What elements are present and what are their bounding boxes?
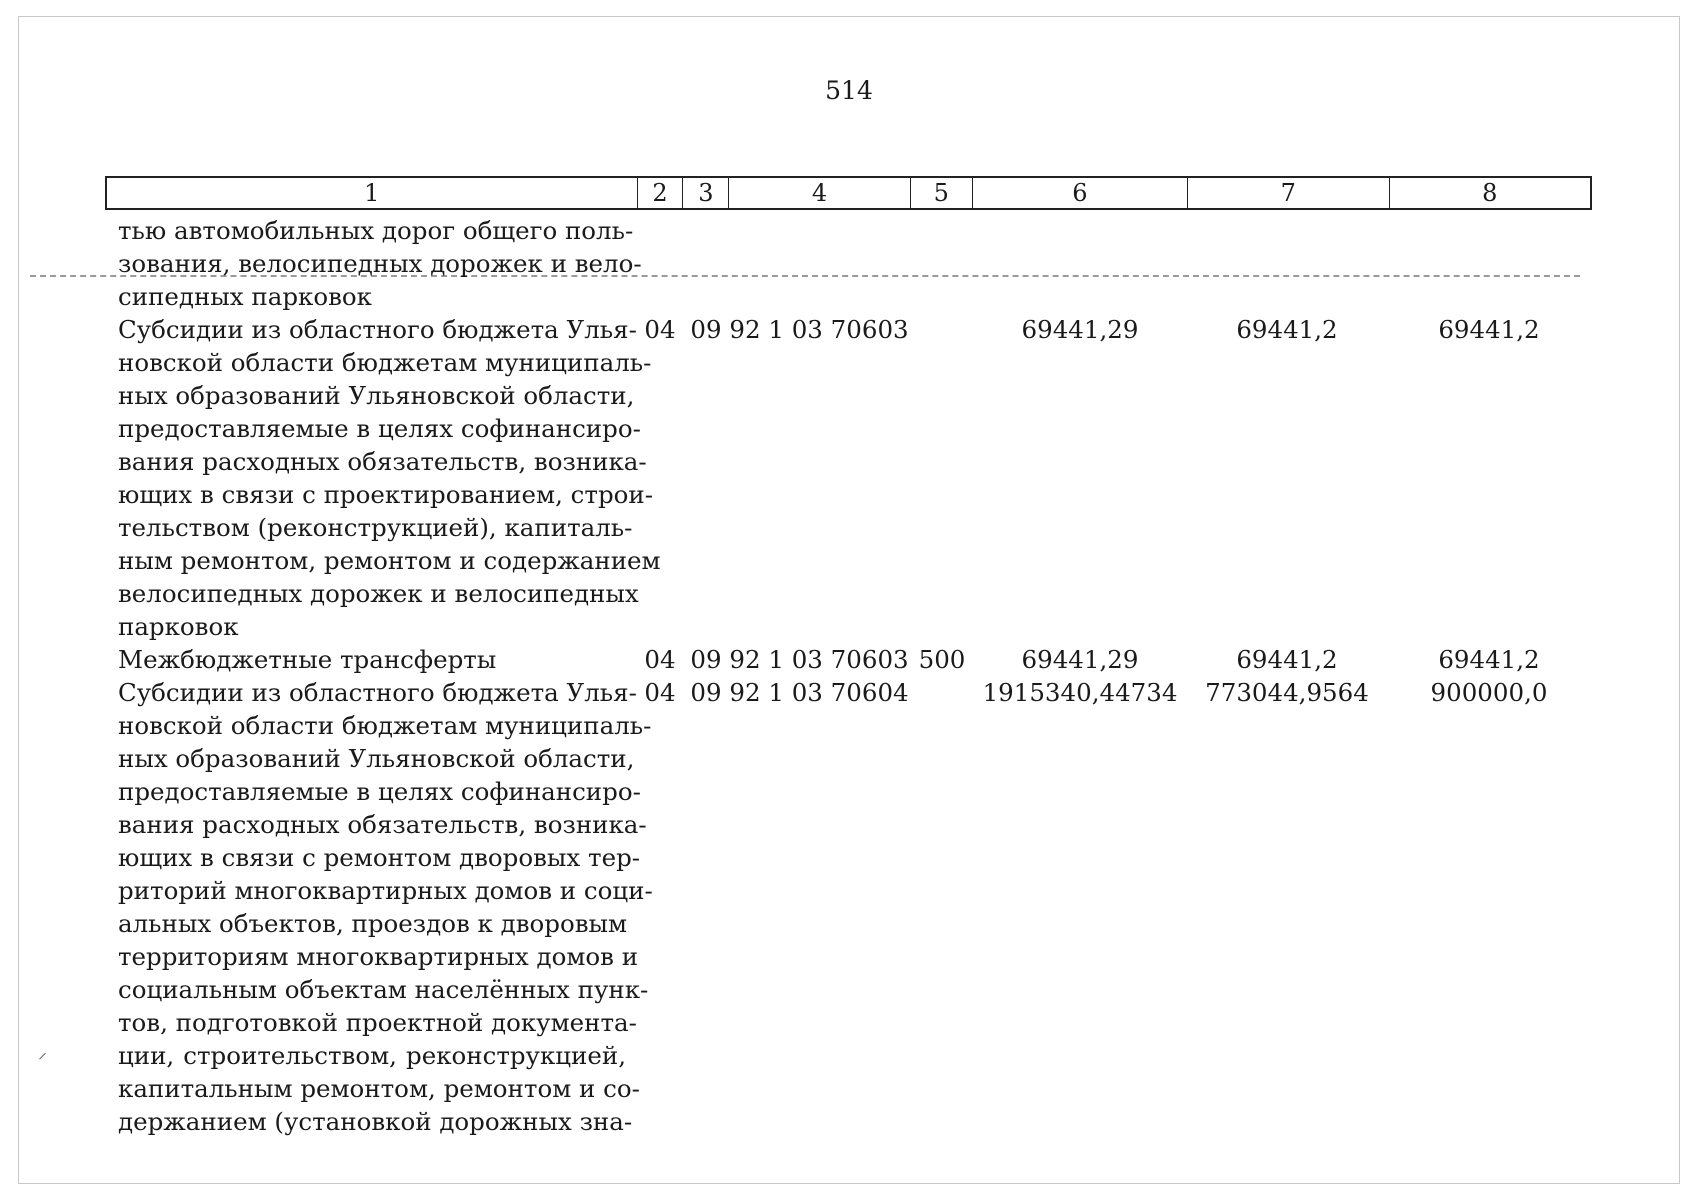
description-line: велосипедных дорожек и велосипедных <box>118 579 639 608</box>
cell-target-item: 92 1 03 70603 <box>729 315 909 344</box>
header-col-3: 3 <box>683 178 729 208</box>
description-line: предоставляемые в целях софинансиро- <box>118 777 641 806</box>
description-line: новской области бюджетам муниципаль- <box>118 711 652 740</box>
header-col-6: 6 <box>973 178 1188 208</box>
description-line: сипедных парковок <box>118 282 372 311</box>
cell-target-item: 92 1 03 70604 <box>729 678 909 707</box>
description-line: ции, строительством, реконструкцией, <box>118 1041 626 1070</box>
description-line: тельством (реконструкцией), капиталь- <box>118 513 633 542</box>
cell-subsection: 09 <box>690 645 722 674</box>
description-line: тью автомобильных дорог общего поль- <box>118 216 634 245</box>
cell-section: 04 <box>644 645 676 674</box>
description-line: ных образований Ульяновской области, <box>118 744 635 773</box>
row-description <box>118 676 653 1138</box>
description-line: ных образований Ульяновской области, <box>118 381 635 410</box>
description-line: держанием (установкой дорожных зна- <box>118 1107 633 1136</box>
header-col-7: 7 <box>1188 178 1389 208</box>
description-line: Субсидии из областного бюджета Улья- <box>118 678 637 707</box>
description-line: капитальным ремонтом, ремонтом и со- <box>118 1074 640 1103</box>
description-line: вания расходных обязательств, возника- <box>118 447 647 476</box>
row-description <box>118 214 642 313</box>
cell-subsection: 09 <box>690 678 722 707</box>
cell-expense-type: 500 <box>918 645 966 674</box>
cell-target-item: 92 1 03 70603 <box>729 645 909 674</box>
cell-section: 04 <box>644 678 676 707</box>
cell-amount-col8: 900000,0 <box>1430 678 1548 707</box>
row-description <box>118 643 626 676</box>
description-line: риторий многоквартирных домов и соци- <box>118 876 653 905</box>
description-line: парковок <box>118 612 239 641</box>
header-col-8: 8 <box>1482 179 1498 207</box>
header-col-1: 1 <box>107 178 638 208</box>
description-line: вания расходных обязательств, возника- <box>118 810 647 839</box>
cell-amount-col6: 69441,29 <box>1021 645 1139 674</box>
description-line: ющих в связи с ремонтом дворовых тер- <box>118 843 641 872</box>
cell-amount-col8: 69441,2 <box>1438 315 1540 344</box>
description-line: ющих в связи с проектированием, строи- <box>118 480 653 509</box>
description-line: зования, велосипедных дорожек и вело- <box>118 249 642 278</box>
cell-amount-col6: 69441,29 <box>1021 315 1139 344</box>
description-line: предоставляемые в целях софинансиро- <box>118 414 641 443</box>
description-line: социальным объектам населённых пунк- <box>118 975 649 1004</box>
description-line: тов, подготовкой проектной документа- <box>118 1008 637 1037</box>
header-col-4: 4 <box>729 178 911 208</box>
table-header <box>105 176 1592 210</box>
description-line: альных объектов, проездов к дворовым <box>118 909 628 938</box>
description-line: ным ремонтом, ремонтом и содержанием <box>118 546 661 575</box>
cell-amount-col8: 69441,2 <box>1438 645 1540 674</box>
cell-amount-col7: 69441,2 <box>1236 645 1338 674</box>
description-line: территориям многоквартирных домов и <box>118 942 639 971</box>
cell-amount-col7: 69441,2 <box>1236 315 1338 344</box>
description-line: Межбюджетные трансферты <box>118 645 497 674</box>
description-line: новской области бюджетам муниципаль- <box>118 348 652 377</box>
cell-section: 04 <box>644 315 676 344</box>
cell-amount-col7: 773044,9564 <box>1205 678 1369 707</box>
scan-mark: ⸝ <box>38 1042 47 1063</box>
page-number: 514 <box>825 76 873 105</box>
header-col-5: 5 <box>911 178 973 208</box>
cell-subsection: 09 <box>690 315 722 344</box>
description-line: Субсидии из областного бюджета Улья- <box>118 315 637 344</box>
cell-amount-col6: 1915340,44734 <box>982 678 1178 707</box>
header-col-2: 2 <box>638 178 684 208</box>
